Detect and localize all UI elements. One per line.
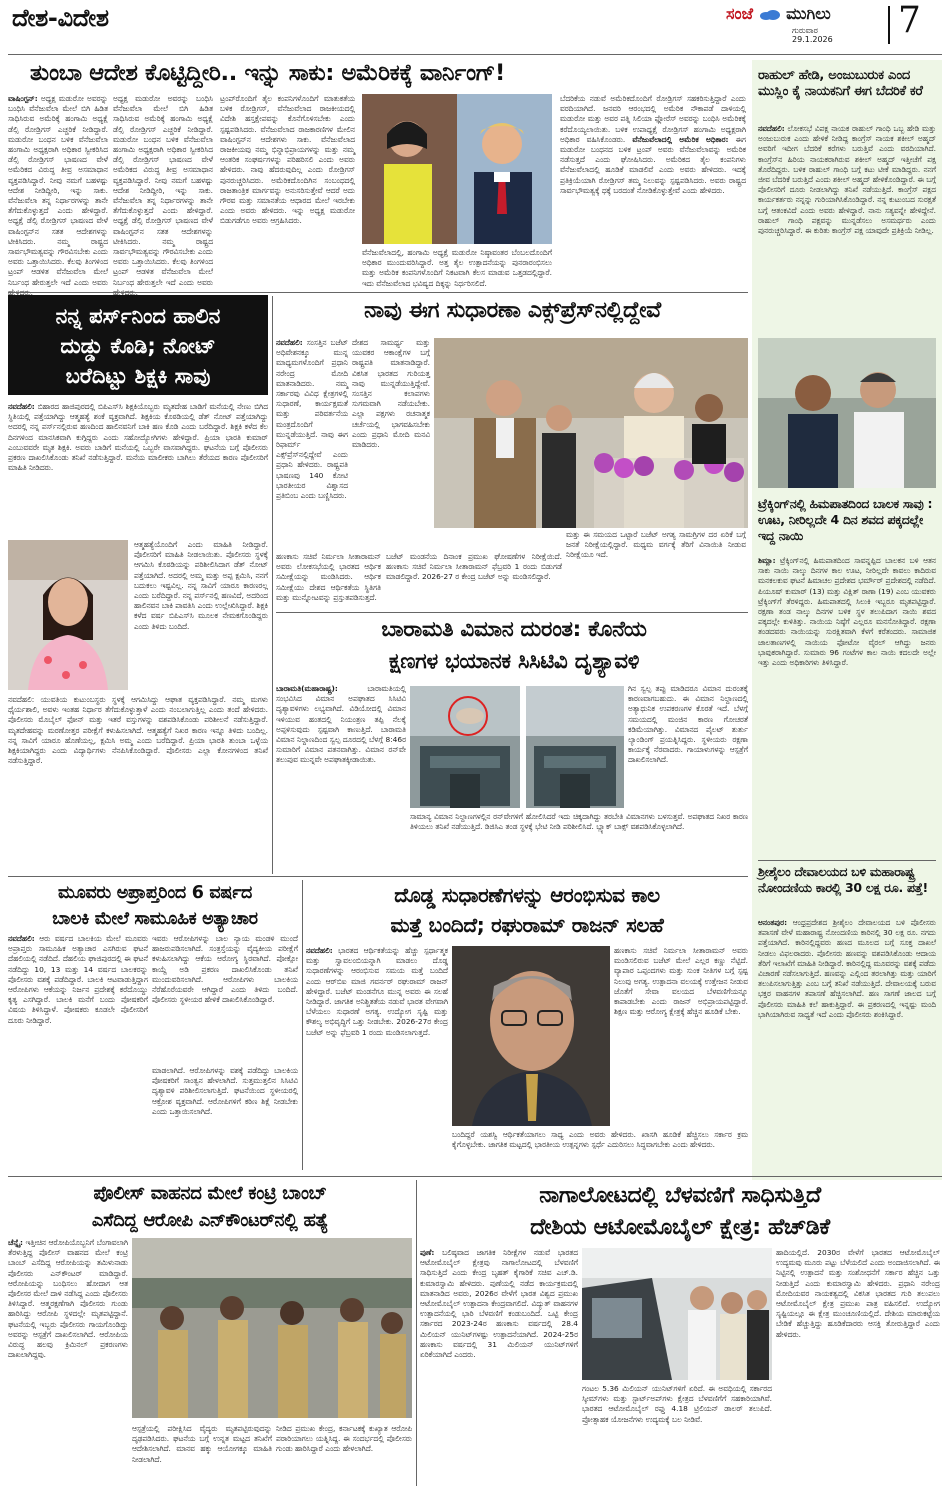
- story3-col4: ಬಜೆಟ್ ಮಂಡನೆಯ ದಿನಾಂಕ ಪ್ರಮುಖ ಘೋಷಣೆಗಳ ನಿರೀಕ್ಷೆಯಿದೆ. ಹಣಕಾಸು ಸಚಿವೆ ನಿರ್ಮಲಾ ಸೀತಾರಾಮನ್ ಫೆಬ್ರವರಿ 1 ರಂದು ಬಿಡುಗಡೆ ಮಾಡಲಿದ್ದಾರೆ. 2026-27 ರ ಕೇಂದ್ರ ಬಜೆಟ್ ಅನ್ನು ಮಂಡಿಸಲಿದ್ದಾರೆ.: [386, 552, 562, 582]
- story2-col2: ಆತ್ಮಹತ್ಯೆಯೊಂದಿಗೆ ಎಂದು ಮಾಹಿತಿ ನೀಡಿದ್ದಾರೆ. ಪೊಲೀಸರಿಗೆ ಮಾಹಿತಿ ನೀಡಲಾಯಿತು. ಪೊಲೀಸರು ಸ್ಥಳಕ್ಕೆ ಆಗಮಿಸಿ ಕೊಠಡಿಯನ್ನು ಪರಿಶೀಲಿಸಿದಾಗ ಡೆತ್ ನೋಟ್ ಪತ್ತೆಯಾಗಿದೆ. ಅದರಲ್ಲಿ ಅಮ್ಮ ಮತ್ತು ಅಪ್ಪ ಕ್ಷಮಿಸಿ, ನನಗೆ ಬದುಕಲು ಇಷ್ಟವಿಲ್ಲ. ನನ್ನ ಸಾವಿಗೆ ಯಾರೂ ಕಾರಣರಲ್ಲ ಎಂದು ಬರೆದಿದ್ದಾರೆ. ನನ್ನ ಪರ್ಸ್‌ನಲ್ಲಿ ಹಣವಿದೆ, ಅದರಿಂದ ಹಾಲಿನವನ ಬಾಕಿ ಪಾವತಿಸಿ ಎಂದು ಉಲ್ಲೇಖಿಸಿದ್ದಾರೆ. ಶಿಕ್ಷಕಿ ಕಳೆದ ವರ್ಷ ಬಿಪಿಎಸ್‌ಸಿ ಮೂಲಕ ನೇಮಕಗೊಂಡಿದ್ದರು ಎಂದು ತಿಳಿದು ಬಂದಿದೆ.: [134, 540, 268, 631]
- story8-headline-line: ನಾಗಾಲೋಟದಲ್ಲಿ ಬೆಳವಣಿಗೆ ಸಾಧಿಸುತ್ತಿದೆ: [539, 1183, 821, 1208]
- story4-headline-line: ಕ್ಷಣಗಳ ಭಯಾನಕ ಸಿಸಿಟಿವಿ ದೃಶ್ಯಾವಳಿ: [388, 649, 640, 674]
- story8-col3: ಹಾದಿಯಲ್ಲಿದೆ. 2030ರ ವೇಳೆಗೆ ಭಾರತದ ಆಟೋಮೊಬೈಲ್ ಉದ್ಯಮವು ಮೂರು ಪಟ್ಟು ಬೆಳೆಯಲಿದೆ ಎಂದು ಅಂದಾಜಿಸಲಾಗಿದೆ. ಈ ನಿಟ್ಟಿನಲ್ಲಿ ಉತ್ಪಾದನೆ ಮತ್ತು ಸಂಶೋಧನೆಗೆ ಸರ್ಕಾರ ಹೆಚ್ಚಿನ ಒತ್ತು ನೀಡುತ್ತಿದೆ ಎಂದು ಕುಮಾರಸ್ವಾಮಿ ಹೇಳಿದರು. ಪ್ರಧಾನಿ ನರೇಂದ್ರ ಮೋದಿಯವರ ನಾಯಕತ್ವದಲ್ಲಿ ವಿಕಸಿತ ಭಾರತದ ಗುರಿ ತಲುಪಲು ಆಟೋಮೊಬೈಲ್ ಕ್ಷೇತ್ರ ಪ್ರಮುಖ ಪಾತ್ರ ವಹಿಸಲಿದೆ. ಉದ್ಯೋಗ ಸೃಷ್ಟಿಯಲ್ಲೂ ಈ ಕ್ಷೇತ್ರ ಮುಂಚೂಣಿಯಲ್ಲಿದೆ. ದೇಶಿಯ ಮಾರುಕಟ್ಟೆಯ ಬೇಡಿಕೆ ಹೆಚ್ಚುತ್ತಿದ್ದು ಹೂಡಿಕೆದಾರರು ಆಸಕ್ತಿ ತೋರುತ್ತಿದ್ದಾರೆ ಎಂದು ಹೇಳಿದರು.: [776, 1248, 940, 1339]
- sidebar-story2-dateline: ಶಿಮ್ಲಾ:: [758, 556, 776, 565]
- story8-col1: ಪುಣೆ: ಬಲಿಷ್ಠವಾದ ಜಾಗತಿಕ ನಿರೀಕ್ಷೆಗಳ ನಡುವೆ ಭಾರತದ ಆಟೋಮೊಬೈಲ್ ಕ್ಷೇತ್ರವು ನಾಗಾಲೋಟದಲ್ಲಿ ಬೆಳವಣಿಗೆ ಸಾಧಿಸುತ್ತಿದೆ ಎಂದು ಕೇಂದ್ರ ಬೃಹತ್ ಕೈಗಾರಿಕೆ ಸಚಿವ ಎಚ್.ಡಿ. ಕುಮಾರಸ್ವಾಮಿ ಹೇಳಿದರು. ಪುಣೆಯಲ್ಲಿ ನಡೆದ ಕಾರ್ಯಕ್ರಮದಲ್ಲಿ ಮಾತನಾಡಿದ ಅವರು, 2026ರ ವೇಳೆಗೆ ಭಾರತ ವಿಶ್ವದ ಪ್ರಮುಖ ಆಟೋಮೊಬೈಲ್ ಉತ್ಪಾದನಾ ಕೇಂದ್ರವಾಗಲಿದೆ. ವಿದ್ಯುತ್ ವಾಹನಗಳ ಉತ್ಪಾದನೆಯಲ್ಲಿ ಭಾರಿ ಬೆಳವಣಿಗೆ ಕಂಡುಬಂದಿದೆ. ಒಟ್ಟಿ ಕೇಂದ್ರ ಸರ್ಕಾರದ 2023-24ರ ಹಣಕಾಸು ವರ್ಷದಲ್ಲಿ 28.4 ಮಿಲಿಯನ್ ಯುನಿಟ್‌ಗಳಷ್ಟು ಉತ್ಪಾದನೆಯಾಗಿದೆ. 2024-25ರ ಹಣಕಾಸು ವರ್ಷದಲ್ಲಿ 31 ಮಿಲಿಯನ್ ಯುನಿಟ್‌ಗಳಿಗೆ ಏರಿಕೆಯಾಗಿದೆ ಎಂದರು.: [420, 1248, 578, 1360]
- story6-headline-line: ಮತ್ತೆ ಬಂದಿದೆ; ರಘುರಾಮ್ ರಾಜನ್ ಸಲಹೆ: [390, 913, 664, 937]
- sidebar-story1-dateline: ನವದೆಹಲಿ:: [758, 124, 785, 133]
- sidebar-story1-photo: [758, 338, 936, 488]
- logo-part-b: ಮುಗಿಲು: [786, 4, 831, 23]
- story7-headline: [10, 1180, 410, 1234]
- story3-col3: ಹಣಕಾಸು ಸಚಿವೆ ನಿರ್ಮಲಾ ಸೀತಾರಾಮನ್ ಅವರು ಲೋಕಸಭೆಯಲ್ಲಿ ಭಾರತದ ಆರ್ಥಿಕ ಸಮೀಕ್ಷೆಯನ್ನು ಮಂಡಿಸಿದರು. ಆರ್ಥಿಕ ಸಮೀಕ್ಷೆಯು ದೇಶದ ಆರ್ಥಿಕತೆಯ ಸ್ಥಿತಿಗತಿ ಮತ್ತು ಮುನ್ನೋಟವನ್ನು ಪ್ರಸ್ತುತಪಡಿಸುತ್ತದೆ.: [276, 552, 381, 602]
- sidebar-column: [752, 60, 942, 1180]
- story1-col1: ವಾಷಿಂಗ್ಟನ್: ಅಧ್ಯಕ್ಷ ಮಡುರೋ ಅವರನ್ನು ಬಂಧಿಸಿ ವೆನೆಜುವೆಲಾ ಮೇಲೆ ಬಿಗಿ ಹಿಡಿತ ಸಾಧಿಸಿರುವ ಅಮೆರಿಕ್ಕೆ ಹಂಗಾಮಿ ಅಧ್ಯಕ್ಷೆ ಡೆಲ್ಸಿ ರೋಡ್ರಿಗಸ್ ಎಚ್ಚರಿಕೆ ನೀಡಿದ್ದಾರೆ. ಮಡುರೋ ಬಂಧನ ಬಳಿಕ ವೆನೆಜುವೆಲಾ ಹಂಗಾಮಿ ಅಧ್ಯಕ್ಷರಾಗಿ ಅಧಿಕಾರ ಸ್ವೀಕರಿಸಿದ ಡೆಲ್ಸಿ ರೋಡ್ರಿಗಸ್ ಭಾಷಣದ ವೇಳೆ ಅಮೆರಿಕದ ವಿರುದ್ಧ ತೀವ್ರ ಅಸಮಾಧಾನ ವ್ಯಕ್ತಪಡಿಸಿದ್ದಾರೆ. ನೀವು ನಮಗೆ ಬಹಳಷ್ಟು ಆದೇಶ ನೀಡಿದ್ದೀರಿ, ಇನ್ನು ಸಾಕು. ವೆನೆಜುವೆಲಾ ತನ್ನ ನಿರ್ಧಾರಗಳನ್ನು ತಾನೇ ತೆಗೆದುಕೊಳ್ಳುತ್ತದೆ ಎಂದು ಹೇಳಿದ್ದಾರೆ. ಅಧ್ಯಕ್ಷೆ ಡೆಲ್ಸಿ ರೋಡ್ರಿಗಸ್ ಭಾಷಣದ ವೇಳೆ ವಾಷಿಂಗ್ಟನ್‌ನ ಸತತ ಆದೇಶಗಳನ್ನು ಟೀಕಿಸಿದರು. ನಮ್ಮ ರಾಷ್ಟ್ರದ ಸಾರ್ವಭೌಮತ್ವವನ್ನು ಗೌರವಿಸಬೇಕು ಎಂದು ಅವರು ಒತ್ತಾಯಿಸಿದರು. ಕೆಲವು ತಿಂಗಳಿಂದ ಟ್ರಂಪ್ ಆಡಳಿತ ವೆನೆಜುವೆಲಾ ಮೇಲೆ ನಿರ್ಬಂಧ ಹೇರುತ್ತಲೇ ಇದೆ ಎಂದು ಅವರು: [8, 94, 108, 287]
- story2-headline-line: ನನ್ನ ಪರ್ಸ್‌ನಿಂದ ಹಾಲಿನ: [55, 304, 221, 328]
- story1-col1b: ಅಧ್ಯಕ್ಷ ಮಡುರೋ ಅವರನ್ನು ಬಂಧಿಸಿ ವೆನೆಜುವೆಲಾ ಮೇಲೆ ಬಿಗಿ ಹಿಡಿತ ಸಾಧಿಸಿರುವ ಅಮೆರಿಕ್ಕೆ ಹಂಗಾಮಿ ಅಧ್ಯಕ್ಷೆ ಡೆಲ್ಸಿ ರೋಡ್ರಿಗಸ್ ಎಚ್ಚರಿಕೆ ನೀಡಿದ್ದಾರೆ. ಮಡುರೋ ಬಂಧನ ಬಳಿಕ ವೆನೆಜುವೆಲಾ ಹಂಗಾಮಿ ಅಧ್ಯಕ್ಷರಾಗಿ ಅಧಿಕಾರ ಸ್ವೀಕರಿಸಿದ ಡೆಲ್ಸಿ ರೋಡ್ರಿಗಸ್ ಭಾಷಣದ ವೇಳೆ ಅಮೆರಿಕದ ವಿರುದ್ಧ ತೀವ್ರ ಅಸಮಾಧಾನ ವ್ಯಕ್ತಪಡಿಸಿದ್ದಾರೆ. ನೀವು ನಮಗೆ ಬಹಳಷ್ಟು ಆದೇಶ ನೀಡಿದ್ದೀರಿ, ಇನ್ನು ಸಾಕು. ವೆನೆಜುವೆಲಾ ತನ್ನ ನಿರ್ಧಾರಗಳನ್ನು ತಾನೇ ತೆಗೆದುಕೊಳ್ಳುತ್ತದೆ ಎಂದು ಹೇಳಿದ್ದಾರೆ. ಅಧ್ಯಕ್ಷೆ ಡೆಲ್ಸಿ ರೋಡ್ರಿಗಸ್ ಭಾಷಣದ ವೇಳೆ ವಾಷಿಂಗ್ಟನ್‌ನ ಸತತ ಆದೇಶಗಳನ್ನು ಟೀಕಿಸಿದರು. ನಮ್ಮ ರಾಷ್ಟ್ರದ ಸಾರ್ವಭೌಮತ್ವವನ್ನು ಗೌರವಿಸಬೇಕು ಎಂದು ಅವರು ಒತ್ತಾಯಿಸಿದರು. ಕೆಲವು ತಿಂಗಳಿಂದ ಟ್ರಂಪ್ ಆಡಳಿತ ವೆನೆಜುವೆಲಾ ಮೇಲೆ ನಿರ್ಬಂಧ ಹೇರುತ್ತಲೇ ಇದೆ ಎಂದು ಅವರು: [113, 94, 213, 287]
- story4-col1: ಬಾರಾಮತಿ(ಮಹಾರಾಷ್ಟ್ರ): ಬಾರಾಮತಿಯಲ್ಲಿ ಸಂಭವಿಸಿದ ವಿಮಾನ ಅಪಘಾತದ ಸಿಸಿಟಿವಿ ದೃಶ್ಯಾವಳಿಗಳು ಲಭ್ಯವಾಗಿದೆ. ವಿಡಿಯೋದಲ್ಲಿ ವಿಮಾನ ಇಳಿಯುವ ಹಂತದಲ್ಲಿ ನಿಯಂತ್ರಣ ತಪ್ಪಿ ನೆಲಕ್ಕೆ ಅಪ್ಪಳಿಸುವುದು ಸ್ಪಷ್ಟವಾಗಿ ಕಾಣುತ್ತಿದೆ. ಬಾರಾಮತಿ ವಿಮಾನ ನಿಲ್ದಾಣದಿಂದ ಸ್ವಲ್ಪ ದೂರದಲ್ಲಿ ಬೆಳಗ್ಗೆ 8:46ರ ಸುಮಾರಿಗೆ ವಿಮಾನ ಪತನವಾಗಿತ್ತು. ವಿಮಾನ ರನ್‌ವೇ ತಲುಪುವ ಮುನ್ನವೇ ಅಪಘಾತಕ್ಕೀಡಾಯಿತು.: [276, 684, 406, 765]
- story2-headline-line: ಬರೆದಿಟ್ಟು ಶಿಕ್ಷಕಿ ಸಾವು: [65, 364, 211, 388]
- story6-dateline: ನವದೆಹಲಿ:: [306, 946, 333, 955]
- story3-col2: ದೇಶದ ಸಾಮರ್ಥ್ಯ ಮತ್ತು ಯುವಕರ ಆಕಾಂಕ್ಷೆಗಳ ಬಗ್ಗೆ ರಾಷ್ಟ್ರಪತಿ ಮಾತನಾಡಿದ್ದಾರೆ. ವಿಕಸಿತ ಭಾರತದ ಗುರಿಯತ್ತ ನಾವು ಮುನ್ನಡೆಯುತ್ತಿದ್ದೇವೆ. ಸಂಸತ್ತಿನ ಕಲಾಪಗಳು ಸುಗಮವಾಗಿ ನಡೆಯಬೇಕು. ಎಲ್ಲಾ ಪಕ್ಷಗಳು ರಚನಾತ್ಮಕ ಚರ್ಚೆಯಲ್ಲಿ ಭಾಗವಹಿಸಬೇಕು ಎಂದು ಪ್ರಧಾನಿ ಮೋದಿ ಮನವಿ ಮಾಡಿದರು.: [352, 338, 430, 450]
- story8-headline: [420, 1180, 940, 1244]
- sidebar-story3-headline: ಶ್ರೀಶೈಲಂ ದೇವಾಲಯದ ಬಳಿ ಮಹಾರಾಷ್ಟ್ರ ನೋಂದಣಿಯ ಕಾರಲ್ಲಿ 30 ಲಕ್ಷ ರೂ. ಪತ್ತೆ!: [758, 864, 928, 895]
- story4-dateline: ಬಾರಾಮತಿ(ಮಹಾರಾಷ್ಟ್ರ):: [276, 684, 338, 693]
- masthead-divider: [888, 6, 890, 44]
- story7-col1: ಚೆನ್ನೈ: ಇತ್ತೀಚಿನ ಆರೋಪಿಯೊಬ್ಬನಿಗೆ ಬೆಂಗಾವಲಾಗಿ ತೆರಳುತ್ತಿದ್ದ ಪೊಲೀಸ್ ವಾಹನದ ಮೇಲೆ ಕಂಟ್ರಿ ಬಾಂಬ್ ಎಸೆದಿದ್ದ ಆರೋಪಿಯನ್ನು ತಮಿಳುನಾಡು ಪೊಲೀಸರು ಎನ್‌ಕೌಂಟರ್ ಮಾಡಿದ್ದಾರೆ. ಆರೋಪಿಯನ್ನು ಬಂಧಿಸಲು ಹೋದಾಗ ಆತ ಪೊಲೀಸರ ಮೇಲೆ ದಾಳಿ ನಡೆಸಿದ್ದ ಎಂದು ಪೊಲೀಸರು ತಿಳಿಸಿದ್ದಾರೆ. ಆತ್ಮರಕ್ಷಣೆಗಾಗಿ ಪೊಲೀಸರು ಗುಂಡು ಹಾರಿಸಿದ್ದು ಆರೋಪಿ ಸ್ಥಳದಲ್ಲೇ ಮೃತಪಟ್ಟಿದ್ದಾನೆ. ಘಟನೆಯಲ್ಲಿ ಇಬ್ಬರು ಪೊಲೀಸರು ಗಾಯಗೊಂಡಿದ್ದು ಅವರನ್ನು ಆಸ್ಪತ್ರೆಗೆ ದಾಖಲಿಸಲಾಗಿದೆ. ಆರೋಪಿಯ ವಿರುದ್ಧ ಹಲವು ಕ್ರಿಮಿನಲ್ ಪ್ರಕರಣಗಳು ದಾಖಲಾಗಿದ್ದವು.: [8, 1238, 128, 1360]
- story5-headline-line: ಬಾಲಕಿ ಮೇಲೆ ಸಾಮೂಹಿಕ ಅತ್ಯಾಚಾರ: [52, 909, 258, 929]
- cloud-icon: [759, 9, 781, 21]
- story1-col2: ಟ್ರಂಪ್‌ರೊಂದಿಗೆ ತೈಲ ಕಂಪನಿಗಳೊಂದಿಗೆ ಮಾತುಕತೆಯ ಬಳಿಕ ರೋಡ್ರಿಗಸ್, ವೆನೆಜುವೆಲಾದ ರಾಜಕೀಯದಲ್ಲಿ ವಿದೇಶಿ ಹಸ್ತಕ್ಷೇಪವನ್ನು ಕೊನೆಗೊಳಿಸಬೇಕು ಎಂದು ಸ್ಪಷ್ಟಪಡಿಸಿದರು. ವೆನೆಜುವೆಲಾದ ರಾಜಕಾರಣಿಗಳ ಮೇಲಿನ ವಾಷಿಂಗ್ಟನ್‌ನ ಆದೇಶಗಳು ಸಾಕು. ವೆನೆಜುವೆಲಾದ ರಾಜಕೀಯವು ನಮ್ಮ ಭಿನ್ನಾಭಿಪ್ರಾಯಗಳನ್ನು ಮತ್ತು ನಮ್ಮ ಆಂತರಿಕ ಸಂಘರ್ಷಗಳನ್ನು ಪರಿಹರಿಸಲಿ ಎಂದು ಅವರು ಹೇಳಿದರು. ನಾವು ಹೆದರುವುದಿಲ್ಲ ಎಂದು ರೋಡ್ರಿಗಸ್ ಪುನರುಚ್ಚರಿಸಿದರು. ಅಮೆರಿಕದೊಂದಿಗಿನ ಸಂಬಂಧದಲ್ಲಿ ರಾಜತಾಂತ್ರಿಕ ಮಾರ್ಗವನ್ನು ಅನುಸರಿಸುತ್ತೇವೆ ಆದರೆ ಅದು ಗೌರವ ಮತ್ತು ಸಮಾನತೆಯ ಆಧಾರದ ಮೇಲೆ ಇರಬೇಕು ಎಂದು ಅವರು ಹೇಳಿದರು. ಇನ್ನು ಅಧ್ಯಕ್ಷ ಮಡುರೋ ಬಿಡುಗಡೆಗೂ ಅವರು ಆಗ್ರಹಿಸಿದರು.: [220, 94, 355, 226]
- story5-col1: ನವದೆಹಲಿ: ಆರು ವರ್ಷದ ಬಾಲಕಿಯ ಮೇಲೆ ಮೂವರು ಅಪ್ರಾಪ್ತರು ಸಾಮೂಹಿಕ ಅತ್ಯಾಚಾರ ಎಸಗಿರುವ ಘಟನೆ ದೆಹಲಿಯಲ್ಲಿ ನಡೆದಿದೆ. ದೆಹಲಿಯ ಘಾಜಿಪುರದಲ್ಲಿ ಈ ಘಟನೆ ನಡೆದಿದ್ದು 10, 13 ಮತ್ತು 14 ವರ್ಷದ ಬಾಲಕರನ್ನು ಪೊಲೀಸರು ವಶಕ್ಕೆ ಪಡೆದಿದ್ದಾರೆ. ಬಾಲಕಿ ಆಟವಾಡುತ್ತಿದ್ದಾಗ ಆರೋಪಿಗಳು ಆಕೆಯನ್ನು ನಿರ್ಜನ ಪ್ರದೇಶಕ್ಕೆ ಕರೆದೊಯ್ದು ಕೃತ್ಯ ಎಸಗಿದ್ದಾರೆ. ಬಾಲಕಿ ಮನೆಗೆ ಬಂದು ಪೋಷಕರಿಗೆ ವಿಷಯ ತಿಳಿಸಿದ್ದಾಳೆ. ಪೋಷಕರು ಕೂಡಲೇ ಪೊಲೀಸರಿಗೆ ದೂರು ನೀಡಿದ್ದಾರೆ.: [8, 934, 148, 1025]
- sidebar-story3-body: ಅನಂತಪುರ: ಆಂಧ್ರಪ್ರದೇಶದ ಶ್ರೀಶೈಲಂ ದೇವಾಲಯದ ಬಳಿ ಪೊಲೀಸರು ತಪಾಸಣೆ ವೇಳೆ ಮಹಾರಾಷ್ಟ್ರ ನೋಂದಣಿಯ ಕಾರಿನಲ್ಲಿ 30 ಲಕ್ಷ ರೂ. ನಗದು ಪತ್ತೆಯಾಗಿದೆ. ಕಾರಿನಲ್ಲಿದ್ದವರು ಹಣದ ಮೂಲದ ಬಗ್ಗೆ ಸೂಕ್ತ ದಾಖಲೆ ನೀಡಲು ವಿಫಲರಾದರು. ಪೊಲೀಸರು ಹಣವನ್ನು ವಶಪಡಿಸಿಕೊಂಡು ಆದಾಯ ತೆರಿಗೆ ಇಲಾಖೆಗೆ ಮಾಹಿತಿ ನೀಡಿದ್ದಾರೆ. ಕಾರಿನಲ್ಲಿದ್ದ ಮೂವರನ್ನು ವಶಕ್ಕೆ ಪಡೆದು ವಿಚಾರಣೆ ನಡೆಸಲಾಗುತ್ತಿದೆ. ಹಣವನ್ನು ಎಲ್ಲಿಂದ ತರಲಾಗಿತ್ತು ಮತ್ತು ಯಾರಿಗೆ ತಲುಪಿಸಲಾಗುತ್ತಿತ್ತು ಎಂಬ ಬಗ್ಗೆ ತನಿಖೆ ನಡೆಯುತ್ತಿದೆ. ದೇವಾಲಯಕ್ಕೆ ಬರುವ ಭಕ್ತರ ವಾಹನಗಳ ತಪಾಸಣೆ ಹೆಚ್ಚಿಸಲಾಗಿದೆ. ಹಣ ಸಾಗಣೆ ಜಾಲದ ಬಗ್ಗೆ ಪೊಲೀಸರು ಮಾಹಿತಿ ಕಲೆ ಹಾಕುತ್ತಿದ್ದಾರೆ. ಈ ಪ್ರಕರಣದಲ್ಲಿ ಇನ್ನಷ್ಟು ಮಂದಿ ಭಾಗಿಯಾಗಿರುವ ಸಾಧ್ಯತೆ ಇದೆ ಎಂದು ಪೊಲೀಸರು ಶಂಕಿಸಿದ್ದಾರೆ.: [758, 918, 936, 1019]
- story7-headline-line: ಎಸೆದಿದ್ದ ಆರೋಪಿ ಎನ್‌ಕೌಂಟರ್‌ನಲ್ಲಿ ಹತ್ಯೆ: [91, 1210, 329, 1231]
- story1-photo: [362, 94, 552, 244]
- story1-headline: ತುಂಬಾ ಆದೇಶ ಕೊಟ್ಟಿದ್ದೀರಿ.. ಇನ್ನು ಸಾಕು: ಅಮೆರಿಕಕ್ಕೆ ವಾರ್ನಿಂಗ್!: [30, 60, 505, 86]
- story7-dateline: ಚೆನ್ನೈ:: [8, 1238, 23, 1247]
- story5-dateline: ನವದೆಹಲಿ:: [8, 934, 35, 943]
- story7-photo: [132, 1238, 412, 1418]
- story7-col3: ನೀಡಿದ ಪ್ರಮುಖ ಕೇಂದ್ರ, ಕರ್ನಾಟಕಕ್ಕೆ ಕುಖ್ಯಾತ ಆರೋಪಿ ಪರಾರಿಯಾಗಲು ಯತ್ನಿಸಿದ್ದ. ಈ ಸಂದರ್ಭದಲ್ಲಿ ಪೊಲೀಸರು ಗುಂಡು ಹಾರಿಸಿದ್ದಾರೆ ಎಂದು ಹೇಳಲಾಗಿದೆ.: [276, 1424, 412, 1454]
- story3-col1: ನವದೆಹಲಿ: ಸಂಸತ್ತಿನ ಬಜೆಟ್ ಅಧಿವೇಶನಕ್ಕೂ ಮುನ್ನ ಮಾಧ್ಯಮಗಳೊಂದಿಗೆ ಪ್ರಧಾನಿ ನರೇಂದ್ರ ಮೋದಿ ಮಾತನಾಡಿದರು. ನಮ್ಮ ಸರ್ಕಾರವು ವಿವಿಧ ಕ್ಷೇತ್ರಗಳಲ್ಲಿ ಸುಧಾರಣೆ, ಕಾರ್ಯಕ್ಷಮತೆ ಮತ್ತು ಪರಿವರ್ತನೆಯ ಮಂತ್ರದೊಂದಿಗೆ ಮುನ್ನಡೆಯುತ್ತಿದೆ. ನಾವು ಈಗ ರಿಫಾರ್ಮ್ ಎಕ್ಸ್‌ಪ್ರೆಸ್‌ನಲ್ಲಿದ್ದೇವೆ ಎಂದು ಪ್ರಧಾನಿ ಹೇಳಿದರು. ರಾಷ್ಟ್ರಪತಿ ಭಾಷಣವು 140 ಕೋಟಿ ಭಾರತೀಯರ ವಿಶ್ವಾಸದ ಪ್ರತಿಬಿಂಬ ಎಂದು ಬಣ್ಣಿಸಿದರು.: [276, 338, 348, 501]
- story5-col2: ಇವರು ಆರೋಪಿಗಳನ್ನು ಬಾಲ ನ್ಯಾಯ ಮಂಡಳಿ ಮುಂದೆ ಹಾಜರುಪಡಿಸಲಾಗಿದೆ. ಸಂತ್ರಸ್ತೆಯನ್ನು ವೈದ್ಯಕೀಯ ಪರೀಕ್ಷೆಗೆ ಕಳುಹಿಸಲಾಗಿದ್ದು ಆಕೆಯ ಆರೋಗ್ಯ ಸ್ಥಿರವಾಗಿದೆ. ಪೋಕ್ಸೋ ಕಾಯ್ದೆ ಅಡಿ ಪ್ರಕರಣ ದಾಖಲಿಸಿಕೊಂಡು ತನಿಖೆ ಮುಂದುವರಿಸಲಾಗಿದೆ. ಆರೋಪಿಗಳು ಬಾಲಕಿಯ ನೆರೆಹೊರೆಯವರೇ ಆಗಿದ್ದಾರೆ ಎಂದು ತಿಳಿದು ಬಂದಿದೆ. ಪೊಲೀಸರು ಸ್ಥಳೀಯರ ಹೇಳಿಕೆ ದಾಖಲಿಸಿಕೊಂಡಿದ್ದಾರೆ.: [152, 934, 298, 1005]
- issue-date: 29.1.2026: [792, 35, 833, 44]
- story4-cctv-photo-1: [410, 686, 520, 808]
- story6-headline: [306, 880, 748, 940]
- sidebar-story3-dateline: ಅನಂತಪುರ:: [758, 918, 788, 927]
- story3-photo: [434, 338, 748, 528]
- story3-dateline: ನವದೆಹಲಿ:: [276, 338, 303, 347]
- story2-headline-box: [8, 295, 268, 395]
- story6-col3: ಬಂದಿದ್ದರೆ ಯಶಸ್ವಿ ಆರ್ಥಿಕತೆಯಾಗಲು ಸಾಧ್ಯ ಎಂದು ಅವರು ಹೇಳಿದರು. ಖಾಸಗಿ ಹೂಡಿಕೆ ಹೆಚ್ಚಿಸಲು ಸರ್ಕಾರ ಕ್ರಮ ಕೈಗೊಳ್ಳಬೇಕು. ಜಾಗತಿಕ ಮಟ್ಟದಲ್ಲಿ ಭಾರತೀಯ ಉತ್ಪನ್ನಗಳು ಸ್ಪರ್ಧೆ ಎದುರಿಸಲು ಸಿದ್ಧವಾಗಬೇಕು ಎಂದು ಹೇಳಿದರು.: [452, 1130, 748, 1150]
- story2-headline-line: ದುಡ್ಡು ಕೊಡಿ; ನೋಟ್: [60, 334, 216, 358]
- sidebar-story1-headline: ರಾಹುಲ್ ಹೇಡಿ, ಅಂಜುಬುರುಕ ಎಂದ ಮುಸ್ಲಿಂ ಕೈ ನಾಯಕನಿಗೆ ಈಗ ಬೆದರಿಕೆ ಕರೆ: [758, 68, 923, 99]
- column-rule: [272, 296, 273, 874]
- story4-headline-line: ಬಾರಾಮತಿ ವಿಮಾನ ದುರಂತ: ಕೊನೆಯ: [381, 617, 647, 642]
- column-rule: [416, 1180, 417, 1486]
- column-rule: [302, 880, 303, 1170]
- story6-headline-line: ದೊಡ್ಡ ಸುಧಾರಣೆಗಳನ್ನು ಆರಂಭಿಸುವ ಕಾಲ: [394, 883, 660, 907]
- story2-col3: ನವದೆಹಲಿ: ಯುವತಿಯ ಕುಟುಂಬಸ್ಥರು ಸ್ಥಳಕ್ಕೆ ಆಗಮಿಸಿದ್ದು ಆಘಾತ ವ್ಯಕ್ತಪಡಿಸಿದ್ದಾರೆ. ನಮ್ಮ ಮಗಳು ಧೈರ್ಯಶಾಲಿ, ಅವಳು ಇಂತಹ ನಿರ್ಧಾರ ತೆಗೆದುಕೊಳ್ಳುತ್ತಾಳೆ ಎಂದು ನಂಬಲಾಗುತ್ತಿಲ್ಲ ಎಂದು ತಂದೆ ಹೇಳಿದರು. ಪೊಲೀಸರು ಮೊಬೈಲ್ ಫೋನ್ ಮತ್ತು ಇತರೆ ವಸ್ತುಗಳನ್ನು ವಶಪಡಿಸಿಕೊಂಡು ಪರಿಶೀಲನೆ ನಡೆಸುತ್ತಿದ್ದಾರೆ. ಮೃತದೇಹವನ್ನು ಮರಣೋತ್ತರ ಪರೀಕ್ಷೆಗೆ ಕಳುಹಿಸಲಾಗಿದೆ. ಆತ್ಮಹತ್ಯೆಗೆ ನಿಖರ ಕಾರಣ ಇನ್ನೂ ತಿಳಿದು ಬಂದಿಲ್ಲ. ನನ್ನ ಸಾವಿಗೆ ಯಾರೂ ಹೊಣೆಯಲ್ಲ, ಕ್ಷಮಿಸಿ ಅಮ್ಮ ಎಂದು ಬರೆದಿದ್ದಾರೆ. ಪ್ರಿಯಾ ಭಾರತಿ ತುಂಬಾ ಒಳ್ಳೆಯ ಶಿಕ್ಷಕಿಯಾಗಿದ್ದರು ಎಂದು ವಿದ್ಯಾರ್ಥಿಗಳು ನೆನಪಿಸಿಕೊಂಡಿದ್ದಾರೆ. ಪೊಲೀಸರು ಎಲ್ಲಾ ಕೋನಗಳಿಂದ ತನಿಖೆ ನಡೆಸುತ್ತಿದ್ದಾರೆ.: [8, 695, 268, 766]
- story7-col2: ಆಸ್ಪತ್ರೆಯಲ್ಲಿ ಪರೀಕ್ಷಿಸಿದ ವೈದ್ಯರು ಮೃತಪಟ್ಟಿರುವುದನ್ನು ದೃಢಪಡಿಸಿದರು. ಘಟನೆಯ ಬಗ್ಗೆ ಉನ್ನತ ಮಟ್ಟದ ತನಿಖೆಗೆ ಆದೇಶಿಸಲಾಗಿದೆ. ಮಾನವ ಹಕ್ಕು ಆಯೋಗಕ್ಕೂ ಮಾಹಿತಿ ನೀಡಲಾಗಿದೆ.: [132, 1424, 272, 1464]
- story2-photo: [8, 540, 128, 690]
- story1-col4: ಬೆದರಿಕೆಯ ನಡುವೆ ಅಮೆರಿಕದೊಂದಿಗೆ ರೋಡ್ರಿಗಸ್ ಸಹಕರಿಸುತ್ತಿದ್ದಾರೆ ಎಂದು ವರದಿಯಾಗಿದೆ. ಜನವರಿ ಆರಂಭದಲ್ಲಿ ಅಮೆರಿಕ ನೌಕಾಪಡೆ ದಾಳಿಯಲ್ಲಿ ಮಡುರೋ ಮತ್ತು ಅವರ ಪತ್ನಿ ಸಿಲಿಯಾ ಫ್ಲೋರೆಸ್ ಅವರನ್ನು ಬಂಧಿಸಿ ಅಮೆರಿಕಕ್ಕೆ ಕರೆದೊಯ್ಯಲಾಯಿತು. ಬಳಿಕ ಉಪಾಧ್ಯಕ್ಷೆ ರೋಡ್ರಿಗಸ್ ಹಂಗಾಮಿ ಅಧ್ಯಕ್ಷರಾಗಿ ಅಧಿಕಾರ ವಹಿಸಿಕೊಂಡರು. ವೆನೆಜುವೆಲಾದಲ್ಲಿ ಅಮೆರಿಕ ಅಧಿಕಾರ: ಈಗ ಮಡುರೋ ಬಂಧನದ ಬಳಿಕ ಟ್ರಂಪ್ ಅವರು ವೆನೆಜುವೆಲಾವನ್ನು ಅಮೆರಿಕ ನಡೆಸುತ್ತದೆ ಎಂದು ಘೋಷಿಸಿದರು. ಅಮೆರಿಕದ ತೈಲ ಕಂಪನಿಗಳು ವೆನೆಜುವೆಲಾದಲ್ಲಿ ಹೂಡಿಕೆ ಮಾಡಲಿವೆ ಎಂದು ಅವರು ಹೇಳಿದರು. ಇದಕ್ಕೆ ಪ್ರತಿಕ್ರಿಯೆಯಾಗಿ ರೋಡ್ರಿಗಸ್ ತಮ್ಮ ನಿಲುವನ್ನು ಸ್ಪಷ್ಟಪಡಿಸಿದರು. ಅವರು ರಾಷ್ಟ್ರದ ಸಾರ್ವಭೌಮತ್ವಕ್ಕೆ ಧಕ್ಕೆ ಬರದಂತೆ ನೋಡಿಕೊಳ್ಳುತ್ತೇವೆ ಎಂದು ಹೇಳಿದರು.: [560, 94, 747, 195]
- issue-day: ಗುರುವಾರ: [792, 26, 818, 35]
- logo-part-a: ಸಂಜೆ: [726, 4, 753, 23]
- story1-col3: ವೆನೆಜುವೆಲಾದಲ್ಲಿ, ಹಂಗಾಮಿ ಅಧ್ಯಕ್ಷೆ ಮಡುರೋ ನಿಷ್ಠಾವಂತರ ಬೆಂಬಲದೊಂದಿಗೆ ಅಧಿಕಾರ ಮುಂದುವರಿಸಿದ್ದಾರೆ. ಅತ್ತ ತೈಲ ಉತ್ಪಾದನೆಯನ್ನು ಪುನರಾರಂಭಿಸಲು ಮತ್ತು ಅಮೆರಿಕ ಕಂಪನಿಗಳೊಂದಿಗೆ ನಿಕಟವಾಗಿ ಕೆಲಸ ಮಾಡುವ ಒತ್ತಡದಲ್ಲಿದ್ದಾರೆ. ಇದು ವೆನೆಜುವೆಲಾದ ಭವಿಷ್ಯದ ದಿಕ್ಕನ್ನು ನಿರ್ಧರಿಸಲಿದೆ.: [362, 248, 552, 288]
- section-label: ದೇಶ-ವಿದೇಶ: [12, 4, 109, 32]
- story8-photo: [582, 1248, 772, 1380]
- rule: [8, 876, 748, 877]
- top-rule: [8, 54, 942, 55]
- story4-col2: ಸಾಮಾನ್ಯ ವಿಮಾನ ನಿಲ್ದಾಣಗಳಲ್ಲಿನ ರನ್‌ವೇಗಳಿಗೆ ಹೋಲಿಸಿದರೆ ಇದು ಚಿಕ್ಕದಾಗಿದ್ದು ತರಬೇತಿ ವಿಮಾನಗಳು ಬಳಸುತ್ತವೆ. ಅಪಘಾತದ ನಿಖರ ಕಾರಣ ತಿಳಿಯಲು ತನಿಖೆ ನಡೆಯುತ್ತಿದೆ. ಡಿಜಿಸಿಎ ತಂಡ ಸ್ಥಳಕ್ಕೆ ಭೇಟಿ ನೀಡಿ ಪರಿಶೀಲಿಸಿದೆ. ಬ್ಲ್ಯಾಕ್ ಬಾಕ್ಸ್ ವಶಪಡಿಸಿಕೊಳ್ಳಲಾಗಿದೆ.: [410, 812, 748, 832]
- story6-col1: ನವದೆಹಲಿ: ಭಾರತದ ಆರ್ಥಿಕತೆಯನ್ನು ಹೆಚ್ಚು ಸ್ಪರ್ಧಾತ್ಮಕ ಮತ್ತು ಸ್ವಾವಲಂಬಿಯನ್ನಾಗಿ ಮಾಡಲು ದೊಡ್ಡ ಸುಧಾರಣೆಗಳನ್ನು ಆರಂಭಿಸುವ ಸಮಯ ಮತ್ತೆ ಬಂದಿದೆ ಎಂದು ಆರ್‌ಬಿಐ ಮಾಜಿ ಗವರ್ನರ್ ರಘುರಾಮ್ ರಾಜನ್ ಹೇಳಿದ್ದಾರೆ. ಬಜೆಟ್ ಮಂಡನೆಗೂ ಮುನ್ನ ಅವರು ಈ ಸಲಹೆ ನೀಡಿದ್ದಾರೆ. ಜಾಗತಿಕ ಅನಿಶ್ಚಿತತೆಯ ನಡುವೆ ಭಾರತ ವೇಗವಾಗಿ ಬೆಳೆಯಲು ಸುಧಾರಣೆ ಅಗತ್ಯ. ಉದ್ಯೋಗ ಸೃಷ್ಟಿ ಮತ್ತು ಕೌಶಲ್ಯ ಅಭಿವೃದ್ಧಿಗೆ ಒತ್ತು ನೀಡಬೇಕು. 2026-27ರ ಕೇಂದ್ರ ಬಜೆಟ್ ಅನ್ನು ಫೆಬ್ರವರಿ 1 ರಂದು ಮಂಡಿಸಲಾಗುತ್ತದೆ.: [306, 946, 448, 1037]
- rule: [8, 1176, 942, 1177]
- sidebar-story2-headline: ಟ್ರೆಕ್ಕಿಂಗ್‌ನಲ್ಲಿ ಹಿಮಪಾತದಿಂದ ಬಾಲಕ ಸಾವು : ಊಟ, ನೀರಿಲ್ಲದೇ 4 ದಿನ ಶವದ ಪಕ್ಕದಲ್ಲೇ ಇದ್ದ ನಾಯಿ: [758, 496, 933, 543]
- story2-dateline: ನವದೆಹಲಿ:: [8, 402, 35, 411]
- story5-headline-line: ಮೂವರು ಅಪ್ರಾಪ್ತರಿಂದ 6 ವರ್ಷದ: [57, 883, 253, 903]
- page-number: 7: [898, 0, 921, 41]
- story1-subhead: ವೆನೆಜುವೆಲಾದಲ್ಲಿ ಅಮೆರಿಕ ಅಧಿಕಾರ:: [632, 134, 729, 144]
- rule: [758, 860, 936, 861]
- newspaper-logo: [726, 4, 831, 24]
- rule: [276, 612, 748, 613]
- story1-dateline: ವಾಷಿಂಗ್ಟನ್:: [8, 94, 38, 103]
- sidebar-story2-body: ಶಿಮ್ಲಾ: ಟ್ರೆಕ್ಕಿಂಗ್‌ನಲ್ಲಿ ಹಿಮಪಾತದಿಂದ ಸಾವನ್ನಪ್ಪಿದ ಬಾಲಕನ ಬಳಿ ಆತನ ಸಾಕು ನಾಯಿ ನಾಲ್ಕು ದಿನಗಳ ಕಾಲ ಊಟ, ನೀರಿಲ್ಲದೇ ಕಾವಲು ಕಾದಿರುವ ಮನಕಲಕುವ ಘಟನೆ ಹಿಮಾಚಲ ಪ್ರದೇಶದ ಭರ್ಮೌರ್ ಪ್ರದೇಶದಲ್ಲಿ ನಡೆದಿದೆ. ಪಿಯೂಷ್ ಕುಮಾರ್ (13) ಮತ್ತು ವಿಕ್ಷಿತ್ ರಾಣಾ (19) ಎಂಬ ಯುವಕರು ಟ್ರೆಕ್ಕಿಂಗ್‌ಗೆ ತೆರಳಿದ್ದರು. ಹಿಮಪಾತದಲ್ಲಿ ಸಿಲುಕಿ ಇಬ್ಬರೂ ಮೃತಪಟ್ಟಿದ್ದಾರೆ. ರಕ್ಷಣಾ ತಂಡ ನಾಲ್ಕು ದಿನಗಳ ಬಳಿಕ ಸ್ಥಳ ತಲುಪಿದಾಗ ನಾಯಿ ಶವದ ಪಕ್ಕದಲ್ಲೇ ಕುಳಿತಿತ್ತು. ನಾಯಿಯ ನಿಷ್ಠೆಗೆ ಎಲ್ಲರೂ ಮನಸೋತಿದ್ದಾರೆ. ರಕ್ಷಣಾ ತಂಡದವರು ನಾಯಿಯನ್ನು ಸುರಕ್ಷಿತವಾಗಿ ಕೆಳಗೆ ಕರೆತಂದರು. ಸಾಮಾಜಿಕ ಜಾಲತಾಣಗಳಲ್ಲಿ ನಾಯಿಯ ಫೋಟೋ ವೈರಲ್ ಆಗಿದ್ದು ಜನರು ಭಾವುಕರಾಗಿದ್ದಾರೆ. ಸುಮಾರು 96 ಗಂಟೆಗಳ ಕಾಲ ನಾಯಿ ಕದಲದೇ ಅಲ್ಲೇ ಇತ್ತು ಎಂದು ಅಧಿಕಾರಿಗಳು ತಿಳಿಸಿದ್ದಾರೆ.: [758, 556, 936, 668]
- story5-col3: ಮಾಡಲಾಗಿದೆ. ಆರೋಪಿಗಳನ್ನು ವಶಕ್ಕೆ ಪಡೆದಿದ್ದು ಬಾಲಕಿಯ ಪೋಷಕರಿಗೆ ಸಾಂತ್ವನ ಹೇಳಲಾಗಿದೆ. ಸುತ್ತಮುತ್ತಲಿನ ಸಿಸಿಟಿವಿ ದೃಶ್ಯಾವಳಿ ಪರಿಶೀಲಿಸಲಾಗುತ್ತಿದೆ. ಘಟನೆಯಿಂದ ಸ್ಥಳೀಯರಲ್ಲಿ ಆಕ್ರೋಶ ವ್ಯಕ್ತವಾಗಿದೆ. ಆರೋಪಿಗಳಿಗೆ ಕಠಿಣ ಶಿಕ್ಷೆ ನೀಡಬೇಕು ಎಂದು ಒತ್ತಾಯಿಸಲಾಗಿದೆ.: [152, 1066, 298, 1116]
- story4-cctv-photo-2: [526, 686, 624, 808]
- masthead: [722, 0, 942, 46]
- story5-headline: [10, 880, 300, 932]
- rule: [8, 292, 748, 293]
- story8-dateline: ಪುಣೆ:: [420, 1248, 435, 1257]
- story8-headline-line: ದೇಶಿಯ ಆಟೋಮೊಬೈಲ್ ಕ್ಷೇತ್ರ: ಹೆಚ್‌ಡಿಕೆ: [530, 1215, 830, 1240]
- sidebar-story1-body: ನವದೆಹಲಿ: ಲೋಕಸಭೆ ವಿಪಕ್ಷ ನಾಯಕ ರಾಹುಲ್ ಗಾಂಧಿ ಒಬ್ಬ ಹೇಡಿ ಮತ್ತು ಅಂಜುಬುರುಕ ಎಂದು ಹೇಳಿಕೆ ನೀಡಿದ್ದ ಕಾಂಗ್ರೆಸ್ ನಾಯಕ ಶಕೀಲ್ ಅಹ್ಮದ್ ಅವರಿಗೆ ಇದೀಗ ಬೆದರಿಕೆ ಕರೆಗಳು ಬರುತ್ತಿವೆ ಎಂದು ವರದಿಯಾಗಿದೆ. ಕಾಂಗ್ರೆಸ್‌ನ ಹಿರಿಯ ನಾಯಕರಾಗಿರುವ ಶಕೀಲ್ ಅಹ್ಮದ್ ಇತ್ತೀಚೆಗೆ ಪಕ್ಷ ತೊರೆದಿದ್ದರು. ಬಳಿಕ ರಾಹುಲ್ ಗಾಂಧಿ ಬಗ್ಗೆ ಕಟು ಟೀಕೆ ಮಾಡಿದ್ದರು. ನನಗೆ ಜೀವ ಬೆದರಿಕೆ ಬರುತ್ತಿದೆ ಎಂದು ಶಕೀಲ್ ಅಹ್ಮದ್ ಹೇಳಿಕೊಂಡಿದ್ದಾರೆ. ಈ ಬಗ್ಗೆ ಪೊಲೀಸರಿಗೆ ದೂರು ನೀಡಲಾಗಿದ್ದು ತನಿಖೆ ನಡೆಯುತ್ತಿದೆ. ಕಾಂಗ್ರೆಸ್ ಪಕ್ಷದ ಕಾರ್ಯಕರ್ತರು ನನ್ನನ್ನು ಗುರಿಯಾಗಿಸಿಕೊಂಡಿದ್ದಾರೆ. ನನ್ನ ಕುಟುಂಬದ ಸುರಕ್ಷತೆ ಬಗ್ಗೆ ಆತಂಕವಿದೆ ಎಂದು ಅವರು ಹೇಳಿದ್ದಾರೆ. ನಾನು ಸತ್ಯವನ್ನೇ ಹೇಳಿದ್ದೇನೆ. ರಾಹುಲ್ ಗಾಂಧಿ ಪಕ್ಷವನ್ನು ಮುನ್ನಡೆಸಲು ಅಸಮರ್ಥರು ಎಂದು ಪುನರುಚ್ಚರಿಸಿದ್ದಾರೆ. ಈ ಕುರಿತು ಕಾಂಗ್ರೆಸ್ ಪಕ್ಷ ಯಾವುದೇ ಪ್ರತಿಕ್ರಿಯೆ ನೀಡಿಲ್ಲ.: [758, 124, 936, 236]
- story3-headline: ನಾವು ಈಗ ಸುಧಾರಣಾ ಎಕ್ಸ್‌ಪ್ರೆಸ್‌ನಲ್ಲಿದ್ದೇವೆ: [364, 298, 661, 323]
- story2-col1: ನವದೆಹಲಿ: ಬಿಹಾರದ ಹಾಜಿಪುರದಲ್ಲಿ ಬಿಪಿಎಸ್‌ಸಿ ಶಿಕ್ಷಕಿಯೊಬ್ಬರು ಮೃತದೇಹ ಬಾಡಿಗೆ ಮನೆಯಲ್ಲಿ ನೇಣು ಬಿಗಿದ ಸ್ಥಿತಿಯಲ್ಲಿ ಪತ್ತೆಯಾಗಿದ್ದು ಆತ್ಮಹತ್ಯೆ ಶಂಕೆ ವ್ಯಕ್ತವಾಗಿದೆ. ಶಿಕ್ಷಕಿಯ ಕೊಠಡಿಯಲ್ಲಿ ಡೆತ್ ನೋಟ್ ಪತ್ತೆಯಾಗಿದ್ದು ಅದರಲ್ಲಿ ನನ್ನ ಪರ್ಸ್‌ನಲ್ಲಿರುವ ಹಣದಿಂದ ಹಾಲಿನವನಿಗೆ ಬಾಕಿ ಹಣ ಕೊಡಿ ಎಂದು ಬರೆದಿದ್ದಾರೆ. ಶಿಕ್ಷಕಿ ಕಳೆದ ಕೆಲ ದಿನಗಳಿಂದ ಮಾನಸಿಕವಾಗಿ ಕುಗ್ಗಿದ್ದರು ಎಂದು ಸಹೋದ್ಯೋಗಿಗಳು ಹೇಳಿದ್ದಾರೆ. ಪ್ರಿಯಾ ಭಾರತಿ ಕುಮಾರ್ ಎಂಬುವವರೇ ಮೃತ ಶಿಕ್ಷಕಿ. ಅವರು ಬಾಡಿಗೆ ಮನೆಯಲ್ಲಿ ಒಬ್ಬರೇ ವಾಸವಾಗಿದ್ದರು. ಘಟನೆಯ ಬಗ್ಗೆ ಪೊಲೀಸರು ಪ್ರಕರಣ ದಾಖಲಿಸಿಕೊಂಡು ತನಿಖೆ ನಡೆಸುತ್ತಿದ್ದಾರೆ. ಮನೆಯ ಮಾಲೀಕರು ಬಾಗಿಲು ತೆರೆಯದ ಕಾರಣ ಪೊಲೀಸರಿಗೆ ಮಾಹಿತಿ ನೀಡಿದರು.: [8, 402, 269, 473]
- story4-col3: ಗಿನ ಸ್ವಲ್ಪ ತಪ್ಪು ಮಾಡಿದರೂ ವಿಮಾನ ದುರಂತಕ್ಕೆ ಕಾರಣವಾಗಬಹುದು. ಈ ವಿಮಾನ ನಿಲ್ದಾಣದಲ್ಲಿ ಅತ್ಯಾಧುನಿಕ ಉಪಕರಣಗಳ ಕೊರತೆ ಇದೆ. ಬೆಳಗ್ಗೆ ಸಮಯದಲ್ಲಿ ಮಂಜಿನ ಕಾರಣ ಗೋಚರತೆ ಕಡಿಮೆಯಾಗಿತ್ತು. ವಿಮಾನದ ಪೈಲಟ್ ತುರ್ತು ಲ್ಯಾಂಡಿಂಗ್ ಪ್ರಯತ್ನಿಸಿದ್ದರು. ಸ್ಥಳೀಯರು ರಕ್ಷಣಾ ಕಾರ್ಯಕ್ಕೆ ನೆರವಾದರು. ಗಾಯಾಳುಗಳನ್ನು ಆಸ್ಪತ್ರೆಗೆ ದಾಖಲಿಸಲಾಗಿದೆ.: [628, 684, 748, 765]
- story3-col5: ಮತ್ತು ಈ ಸಮಯದ ಒಟ್ಟಾರೆ ಬಜೆಟ್ ಅಗತ್ಯ ಸಾಮಗ್ರಿಗಳ ದರ ಏರಿಕೆ ಬಗ್ಗೆ ಜನತೆ ನಿರೀಕ್ಷೆಯಲ್ಲಿದ್ದಾರೆ. ಮಧ್ಯಮ ವರ್ಗಕ್ಕೆ ತೆರಿಗೆ ವಿನಾಯಿತಿ ನೀಡುವ ನಿರೀಕ್ಷೆಯೂ ಇದೆ.: [566, 530, 746, 560]
- story6-col2: ಹಣಕಾಸು ಸಚಿವೆ ನಿರ್ಮಲಾ ಸೀತಾರಾಮನ್ ಅವರು ಮಂಡಿಸಲಿರುವ ಬಜೆಟ್ ಮೇಲೆ ಎಲ್ಲರ ಕಣ್ಣು ನೆಟ್ಟಿದೆ. ವ್ಯಾಪಾರ ಒಪ್ಪಂದಗಳು ಮತ್ತು ಸುಂಕ ನೀತಿಗಳ ಬಗ್ಗೆ ಸ್ಪಷ್ಟ ನಿಲುವು ಅಗತ್ಯ. ಉತ್ಪಾದನಾ ವಲಯಕ್ಕೆ ಉತ್ತೇಜನ ನೀಡುವ ಜೊತೆಗೆ ಸೇವಾ ವಲಯದ ಬೆಳವಣಿಗೆಯನ್ನೂ ಕಾಪಾಡಬೇಕು ಎಂದು ರಾಜನ್ ಅಭಿಪ್ರಾಯಪಟ್ಟಿದ್ದಾರೆ. ಶಿಕ್ಷಣ ಮತ್ತು ಆರೋಗ್ಯ ಕ್ಷೇತ್ರಕ್ಕೆ ಹೆಚ್ಚಿನ ಹೂಡಿಕೆ ಬೇಕು.: [614, 946, 748, 1017]
- story4-headline: [280, 614, 748, 678]
- highlight-circle: [448, 696, 488, 736]
- story6-photo: [452, 946, 610, 1126]
- story7-headline-line: ಪೊಲೀಸ್ ವಾಹನದ ಮೇಲೆ ಕಂಟ್ರಿ ಬಾಂಬ್: [93, 1183, 327, 1204]
- story8-col2: ಗಂಟಲ 5.36 ಮಿಲಿಯನ್ ಯುನಿಟ್‌ಗಳಿಗೆ ಏರಿದೆ. ಈ ಅವಧಿಯಲ್ಲಿ ಸರ್ಕಾರದ ಸ್ಕೀಮ್‌ಗಳು ಮತ್ತು ಸ್ಟಾರ್ಟ್‌ಅಪ್‌ಗಳು ಕ್ಷೇತ್ರದ ಬೆಳವಣಿಗೆಗೆ ಸಹಕಾರಿಯಾಗಿವೆ. ಭಾರತದ ಆಟೋಮೊಬೈಲ್ ರಫ್ತು 4.18 ಟ್ರಿಲಿಯನ್ ಡಾಲರ್ ತಲುಪಿದೆ. ಪ್ರೋತ್ಸಾಹಕ ಯೋಜನೆಗಳು ಉದ್ಯಮಕ್ಕೆ ಬಲ ನೀಡಿವೆ.: [582, 1384, 772, 1424]
